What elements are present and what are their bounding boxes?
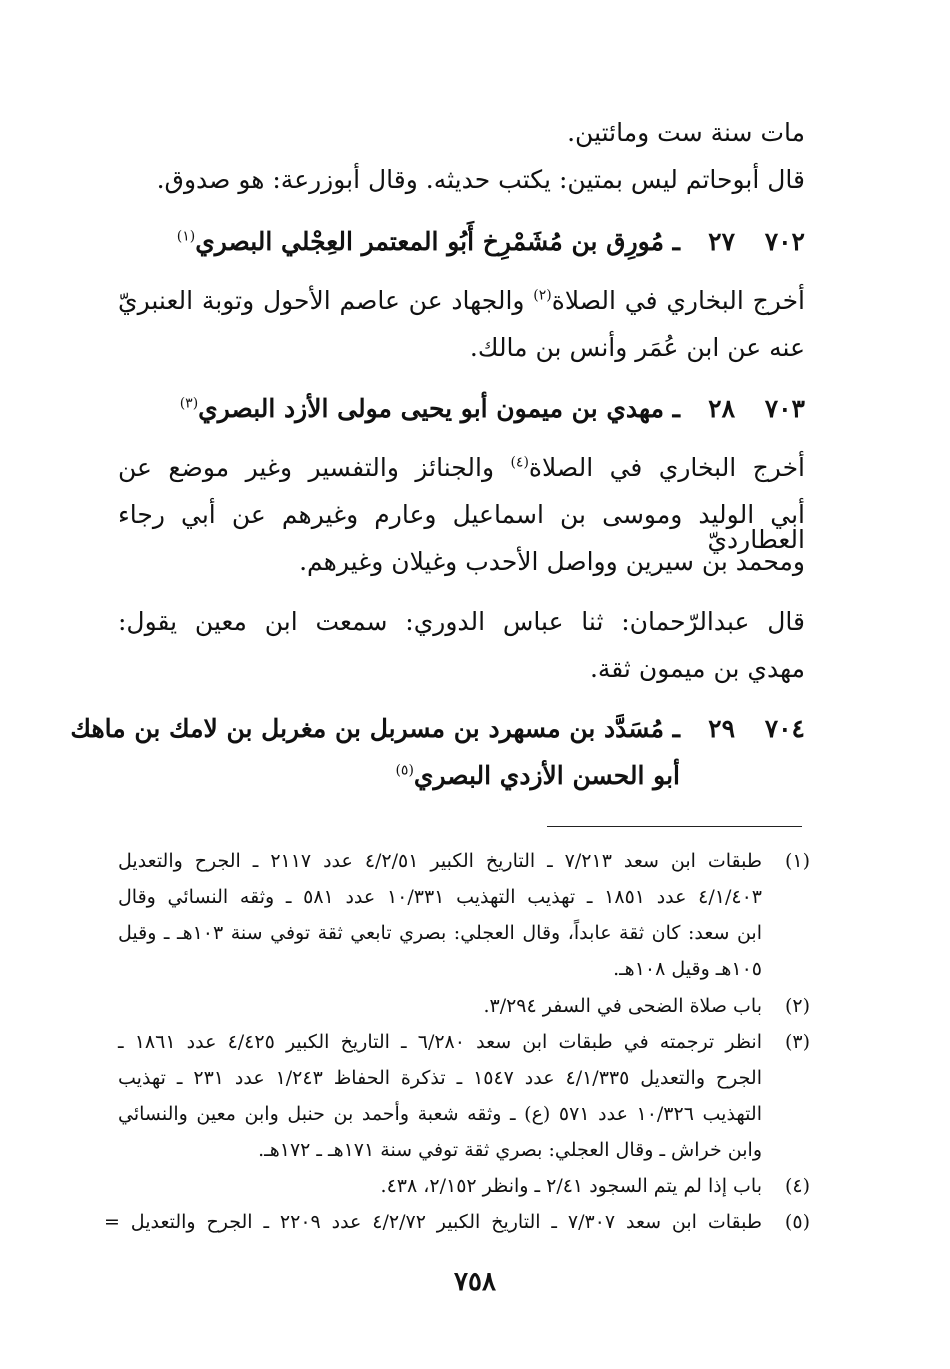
footnote-line: وابن خراش ـ وقال العجلي: بصري ثقة توفي سنة ١٧١هـ ـ ١٧٢هـ. xyxy=(258,1139,762,1161)
page-number: ٧٥٨ xyxy=(454,1267,496,1297)
text-line xyxy=(118,455,805,480)
footnote-4 xyxy=(118,1177,810,1196)
entry-global-number: ٧٠٤ xyxy=(764,714,805,743)
text-span: والجهاد عن عاصم الأحول وتوبة العنبريّ xyxy=(118,286,534,315)
entry-global-number: ٧٠٣ xyxy=(764,394,805,423)
text-span: أخرج البخاري في الصلاة xyxy=(551,286,805,315)
footnote-ref: (٥) xyxy=(395,762,414,779)
text-span: أخرج البخاري في الصلاة xyxy=(528,453,805,482)
footnote-text: طبقات ابن سعد ٧/٢١٣ ـ التاريخ الكبير ٤/٢/٥١ عدد ٢١١٧ ـ الجرح والتعديل xyxy=(118,850,762,872)
footnote-separator xyxy=(547,826,802,827)
footnote-number: (١) xyxy=(784,850,810,872)
entry-heading-702 xyxy=(118,229,805,254)
text-line: قال أبوحاتم ليس بمتين: يكتب حديثه. وقال أبوزرعة: هو صدوق. xyxy=(156,165,805,194)
footnote-5 xyxy=(104,1213,810,1232)
footnote-text: انظر ترجمته في طبقات ابن سعد ٦/٢٨٠ ـ التاريخ الكبير ٤/٤٢٥ عدد ١٨٦١ ـ xyxy=(118,1031,762,1053)
footnote-3 xyxy=(118,1033,810,1052)
text-line xyxy=(118,288,805,313)
footnote-text: باب صلاة الضحى في السفر ٣/٢٩٤. xyxy=(483,995,762,1017)
footnote-1 xyxy=(118,852,810,871)
entry-local-number: ٢٩ xyxy=(708,714,735,743)
text-line: مهدي بن ميمون ثقة. xyxy=(589,654,805,683)
entry-title: أبو الحسن الأزدي البصري xyxy=(413,761,680,790)
footnote-ref: (٣) xyxy=(179,395,199,412)
footnote-number: (٢) xyxy=(784,995,810,1017)
footnote-text: باب إذا لم يتم السجود ٢/٤١ ـ وانظر ٢/١٥٢، ٤٣٨. xyxy=(380,1175,762,1197)
footnote-number: (٤) xyxy=(784,1175,810,1197)
text-line: أبي الوليد وموسى بن اسماعيل وعارم وغيرهم عن أبي رجاء العطارديّ xyxy=(118,500,805,554)
footnote-text: طبقات ابن سعد ٧/٣٠٧ ـ التاريخ الكبير ٤/٢/٧٢ عدد ٢٢٠٩ ـ الجرح والتعديل = xyxy=(104,1211,762,1233)
entry-heading-704 xyxy=(70,714,805,743)
entry-local-number: ٢٨ xyxy=(708,394,735,423)
footnote-line: ١٠٥هـ وقيل ١٠٨هـ. xyxy=(613,958,762,980)
footnote-ref: (١) xyxy=(176,228,196,245)
entry-heading-704-continued xyxy=(118,763,680,788)
footnote-line: ابن سعد: كان ثقة عابداً، وقال العجلي: بصري تابعي ثقة توفي سنة ١٠٣هـ ـ وقيل xyxy=(118,922,762,944)
text-span: والجنائز والتفسير وغير موضع عن xyxy=(118,453,511,482)
text-line: عنه عن ابن عُمَر وأنس بن مالك. xyxy=(469,333,805,362)
text-line: ومحمد بن سيرين وواصل الأحدب وغيلان وغيرهم. xyxy=(299,547,805,576)
text-line: قال عبدالرّحمان: ثنا عباس الدوري: سمعت ابن معين يقول: xyxy=(118,607,805,636)
footnote-ref: (٢) xyxy=(533,287,552,304)
text-line: مات سنة ست ومائتين. xyxy=(567,118,805,147)
footnote-ref: (٤) xyxy=(510,454,529,471)
footnote-number: (٥) xyxy=(784,1211,810,1233)
entry-title: ـ مُورِق بن مُشَمْرِخ أَبُو المعتمر العِجْلي البصري xyxy=(195,227,680,256)
entry-heading-703 xyxy=(118,396,805,421)
footnote-line: التهذيب ١٠/٣٢٦ عدد ٥٧١ (ع) ـ وثقه شعبة وأحمد بن حنبل وابن معين والنسائي xyxy=(118,1103,762,1125)
entry-title: ـ مهدي بن ميمون أبو يحيى مولى الأزد البصري xyxy=(198,394,680,423)
entry-title: ـ مُسَدَّد بن مسهرد بن مسربل بن مغربل بن لامك بن ماهك xyxy=(70,714,680,743)
footnote-line: ٤/١/٤٠٣ عدد ١٨٥١ ـ تهذيب التهذيب ١٠/٣٣١ عدد ٥٨١ ـ وثقه النسائي وقال xyxy=(118,886,762,908)
footnote-2 xyxy=(118,997,810,1016)
footnote-line: الجرح والتعديل ٤/١/٣٣٥ عدد ١٥٤٧ ـ تذكرة الحفاظ ١/٢٤٣ عدد ٢٣١ ـ تهذيب xyxy=(118,1067,763,1089)
footnote-number: (٣) xyxy=(784,1031,810,1053)
entry-global-number: ٧٠٢ xyxy=(764,227,805,256)
entry-local-number: ٢٧ xyxy=(708,227,735,256)
